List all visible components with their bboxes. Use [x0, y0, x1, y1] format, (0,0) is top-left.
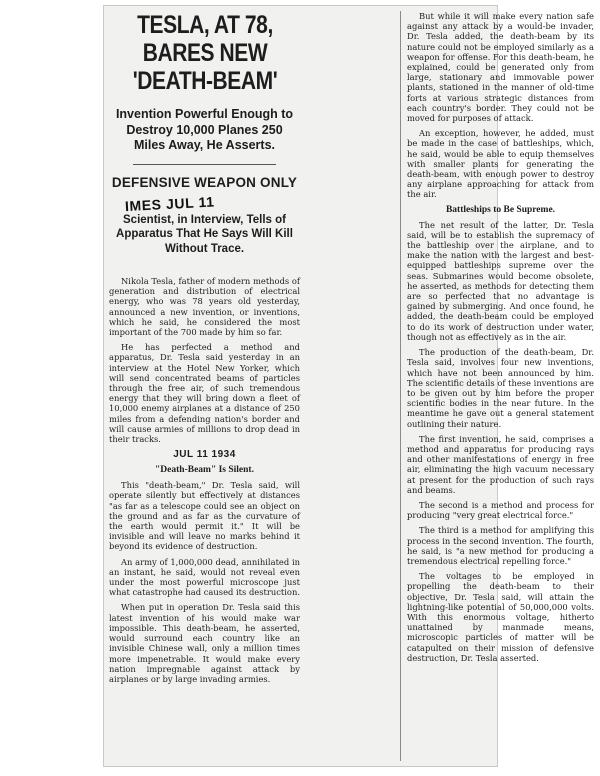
paragraph: The third is a method for amplifying this process in the second invention. The fourth, he said, is "a new method for producing a tremendous electrical repelling force." — [407, 525, 594, 566]
paragraph: The first invention, he said, comprises a method and apparatus for producing rays and other manifestations of energy in free air, eliminating the high vacuum necessary at present for the production of such rays and beams. — [407, 433, 594, 495]
section-caps: DEFENSIVE WEAPON ONLY — [111, 174, 298, 190]
paragraph: When put in operation Dr. Tesla said this latest invention of his would make war impossible. This death-beam, he asserted, would surround each country like an invisible Chinese wall, only a million times more impenetrable. It would make every nation impregnable against attack by airplanes or by large invading armies. — [109, 602, 300, 684]
divider — [133, 164, 276, 165]
right-column — [407, 11, 594, 668]
paragraph: This "death-beam," Dr. Tesla said, will operate silently but effectively at distances "as far as a telescope could see an object on the ground and as far as the curvature of the earth would permit it." It will be invisible and will leave no marks behind it beyond its evidence of destruction. — [109, 480, 300, 552]
date-stamp-line — [109, 449, 300, 460]
paragraph: The production of the death-beam, Dr. Tesla said, involves four new inventions, which have not been announced by him. The scientific details of these inventions are to be given out by him before the proper scientific bodies in the near future. In the meantime he gave out a general statement outlining their nature. — [407, 347, 594, 429]
headline: TESLA, AT 78, BARES NEW 'DEATH-BEAM' — [132, 11, 278, 95]
subhead-death-beam: "Death-Beam" Is Silent. — [155, 465, 254, 476]
paragraph: The net result of the latter, Dr. Tesla said, will be to establish the supremacy of the battleship over the airplane, and to make the nation with the largest and best-equipped battleships supreme over the seas. Submarines would become obsolete, he asserted, as methods for detecting them are so perfected that no advantage is gained by submerging. And once found, he added, the death-beam could be employed to do its work of destruction under water, though not as effectively as in the air. — [407, 219, 594, 342]
paragraph: An army of 1,000,000 dead, annihilated in an instant, he said, would not reveal even under the most powerful microscope just what catastrophe had caused its destruction. — [109, 556, 300, 598]
subdeck: Scientist, in Interview, Tells of Apparatus That He Says Will Kill Without Trace. — [116, 213, 293, 255]
paragraph: He has perfected a method and apparatus, Dr. Tesla said yesterday in an interview at the Hotel New Yorker, which will send concentrated beams of particles through the free air, of such tremendous energy that they will bring down a fleet of 10,000 enemy airplanes at a distance of 250 miles from a defending nation's border and will cause armies of millions to drop dead in their tracks. — [109, 342, 300, 445]
date-stamp: JUL 11 1934 — [173, 449, 236, 461]
paragraph: The voltages to be employed in propelling the death-beam to their objective, Dr. Tesla said, will attain the lightning-like potential of 50,000,000 volts. With this enormous voltage, hitherto unattained by manmade means, microscopic particles of matter will be catapulted on their mission of defensive destruction, Dr. Tesla asserted. — [407, 571, 594, 663]
left-body — [109, 276, 300, 684]
paragraph: But while it will make every nation safe against any attack by a would-be invader, Dr. Tesla added, the death-beam by its nature could not be employed similarly as a weapon for offense. For this death-beam, he explained, could be generated only from large, stationary and immovable power plants, stationed in the manner of old-time forts at various strategic distances from each country's border. They could not be moved for purposes of attack. — [407, 11, 594, 124]
left-column — [109, 11, 300, 689]
paragraph: The second is a method and process for producing "very great electrical force." — [407, 499, 594, 521]
deck: Invention Powerful Enough to Destroy 10,000 Planes 250 Miles Away, He Asserts. — [115, 107, 294, 152]
clipping-stamp: IMES JUL 11 — [124, 192, 215, 214]
newspaper-clipping — [103, 5, 594, 767]
column-divider — [400, 11, 401, 761]
subhead-battleships: Battleships to Be Supreme. — [445, 204, 556, 215]
paragraph: An exception, however, he added, must be made in the case of battleships, which, he said, would be able to equip themselves with smaller plants for generating the death-beam, with enough power to destroy any airplane approaching for attack from the air. — [407, 128, 594, 200]
paragraph: Nikola Tesla, father of modern methods of generation and distribution of electrical energy, who was 78 years old yesterday, announced a new invention, or inventions, which he said, he considered the most important of the 700 made by him so far. — [109, 276, 300, 338]
